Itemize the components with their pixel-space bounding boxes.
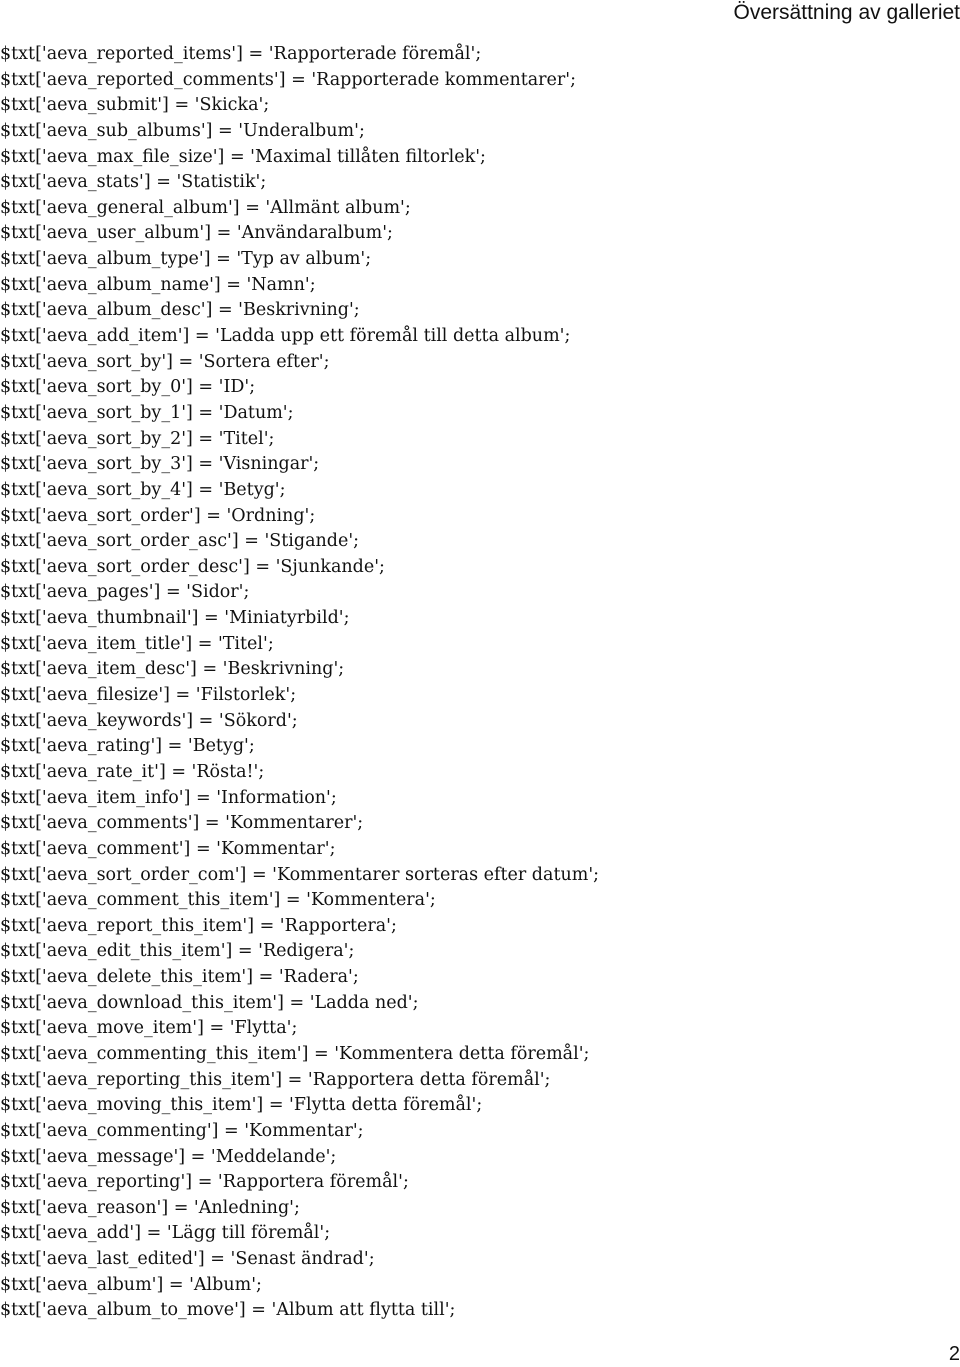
code-line: $txt['aeva_album_type'] = 'Typ av album'; bbox=[0, 249, 372, 270]
code-line: $txt['aeva_sort_by_1'] = 'Datum'; bbox=[0, 402, 294, 423]
code-line: $txt['aeva_sort_order_desc'] = 'Sjunkande'; bbox=[0, 556, 385, 577]
code-line: $txt['aeva_commenting'] = 'Kommentar'; bbox=[0, 1120, 364, 1141]
code-line: $txt['aeva_album_name'] = 'Namn'; bbox=[0, 274, 316, 295]
code-line: $txt['aeva_sub_albums'] = 'Underalbum'; bbox=[0, 120, 365, 141]
code-line: $txt['aeva_add_item'] = 'Ladda upp ett föremål till detta album'; bbox=[0, 326, 571, 347]
code-line: $txt['aeva_keywords'] = 'Sökord'; bbox=[0, 710, 298, 731]
code-line: $txt['aeva_submit'] = 'Skicka'; bbox=[0, 95, 270, 116]
code-line: $txt['aeva_comment_this_item'] = 'Kommentera'; bbox=[0, 890, 436, 911]
code-line: $txt['aeva_moving_this_item'] = 'Flytta detta föremål'; bbox=[0, 1095, 483, 1116]
code-line: $txt['aeva_sort_order_asc'] = 'Stigande'; bbox=[0, 531, 360, 552]
code-line: $txt['aeva_general_album'] = 'Allmänt album'; bbox=[0, 197, 411, 218]
code-line: $txt['aeva_reported_items'] = 'Rapporterade föremål'; bbox=[0, 44, 482, 64]
code-line: $txt['aeva_rate_it'] = 'Rösta!'; bbox=[0, 761, 265, 782]
code-line: $txt['aeva_user_album'] = 'Användaralbum'; bbox=[0, 223, 393, 244]
code-line: $txt['aeva_sort_by_4'] = 'Betyg'; bbox=[0, 479, 286, 500]
page-header-title: Översättning av galleriet bbox=[733, 1, 960, 24]
code-line: $txt['aeva_message'] = 'Meddelande'; bbox=[0, 1146, 337, 1167]
code-line: $txt['aeva_pages'] = 'Sidor'; bbox=[0, 582, 250, 603]
code-line: $txt['aeva_item_desc'] = 'Beskrivning'; bbox=[0, 659, 345, 680]
code-line: $txt['aeva_edit_this_item'] = 'Redigera'; bbox=[0, 941, 355, 962]
code-line: $txt['aeva_album_to_move'] = 'Album att flytta till'; bbox=[0, 1300, 456, 1321]
code-line: $txt['aeva_sort_by_2'] = 'Titel'; bbox=[0, 428, 275, 449]
code-line: $txt['aeva_download_this_item'] = 'Ladda ned'; bbox=[0, 992, 419, 1013]
code-line: $txt['aeva_sort_by'] = 'Sortera efter'; bbox=[0, 351, 330, 372]
code-line: $txt['aeva_comments'] = 'Kommentarer'; bbox=[0, 813, 364, 834]
code-line: $txt['aeva_max_file_size'] = 'Maximal tillåten filtorlek'; bbox=[0, 146, 486, 167]
code-line: $txt['aeva_album_desc'] = 'Beskrivning'; bbox=[0, 300, 360, 321]
code-line: $txt['aeva_filesize'] = 'Filstorlek'; bbox=[0, 685, 297, 706]
code-line: $txt['aeva_report_this_item'] = 'Rapportera'; bbox=[0, 915, 397, 936]
code-line: $txt['aeva_thumbnail'] = 'Miniatyrbild'; bbox=[0, 608, 350, 629]
code-line: $txt['aeva_album'] = 'Album'; bbox=[0, 1274, 262, 1295]
code-line: $txt['aeva_sort_by_3'] = 'Visningar'; bbox=[0, 454, 320, 475]
code-line: $txt['aeva_reporting'] = 'Rapportera föremål'; bbox=[0, 1172, 409, 1193]
page-number: 2 bbox=[948, 1343, 960, 1365]
code-line: $txt['aeva_add'] = 'Lägg till föremål'; bbox=[0, 1223, 331, 1244]
code-lines bbox=[0, 42, 960, 1324]
code-line: $txt['aeva_reported_comments'] = 'Rapporterade kommentarer'; bbox=[0, 69, 576, 90]
code-line: $txt['aeva_commenting_this_item'] = 'Kommentera detta föremål'; bbox=[0, 1043, 590, 1064]
code-line: $txt['aeva_sort_order'] = 'Ordning'; bbox=[0, 505, 316, 526]
code-line: $txt['aeva_comment'] = 'Kommentar'; bbox=[0, 838, 336, 859]
code-line: $txt['aeva_item_info'] = 'Information'; bbox=[0, 787, 337, 808]
code-line: $txt['aeva_reason'] = 'Anledning'; bbox=[0, 1197, 300, 1218]
code-line: $txt['aeva_last_edited'] = 'Senast ändrad'; bbox=[0, 1249, 375, 1270]
code-line: $txt['aeva_stats'] = 'Statistik'; bbox=[0, 172, 267, 193]
code-line: $txt['aeva_sort_order_com'] = 'Kommentarer sorteras efter datum'; bbox=[0, 864, 600, 885]
code-line: $txt['aeva_rating'] = 'Betyg'; bbox=[0, 736, 255, 757]
code-line: $txt['aeva_sort_by_0'] = 'ID'; bbox=[0, 377, 256, 398]
code-line: $txt['aeva_item_title'] = 'Titel'; bbox=[0, 633, 274, 654]
code-line: $txt['aeva_reporting_this_item'] = 'Rapportera detta föremål'; bbox=[0, 1069, 551, 1090]
code-line: $txt['aeva_move_item'] = 'Flytta'; bbox=[0, 1018, 298, 1039]
code-line: $txt['aeva_delete_this_item'] = 'Radera'; bbox=[0, 967, 359, 988]
